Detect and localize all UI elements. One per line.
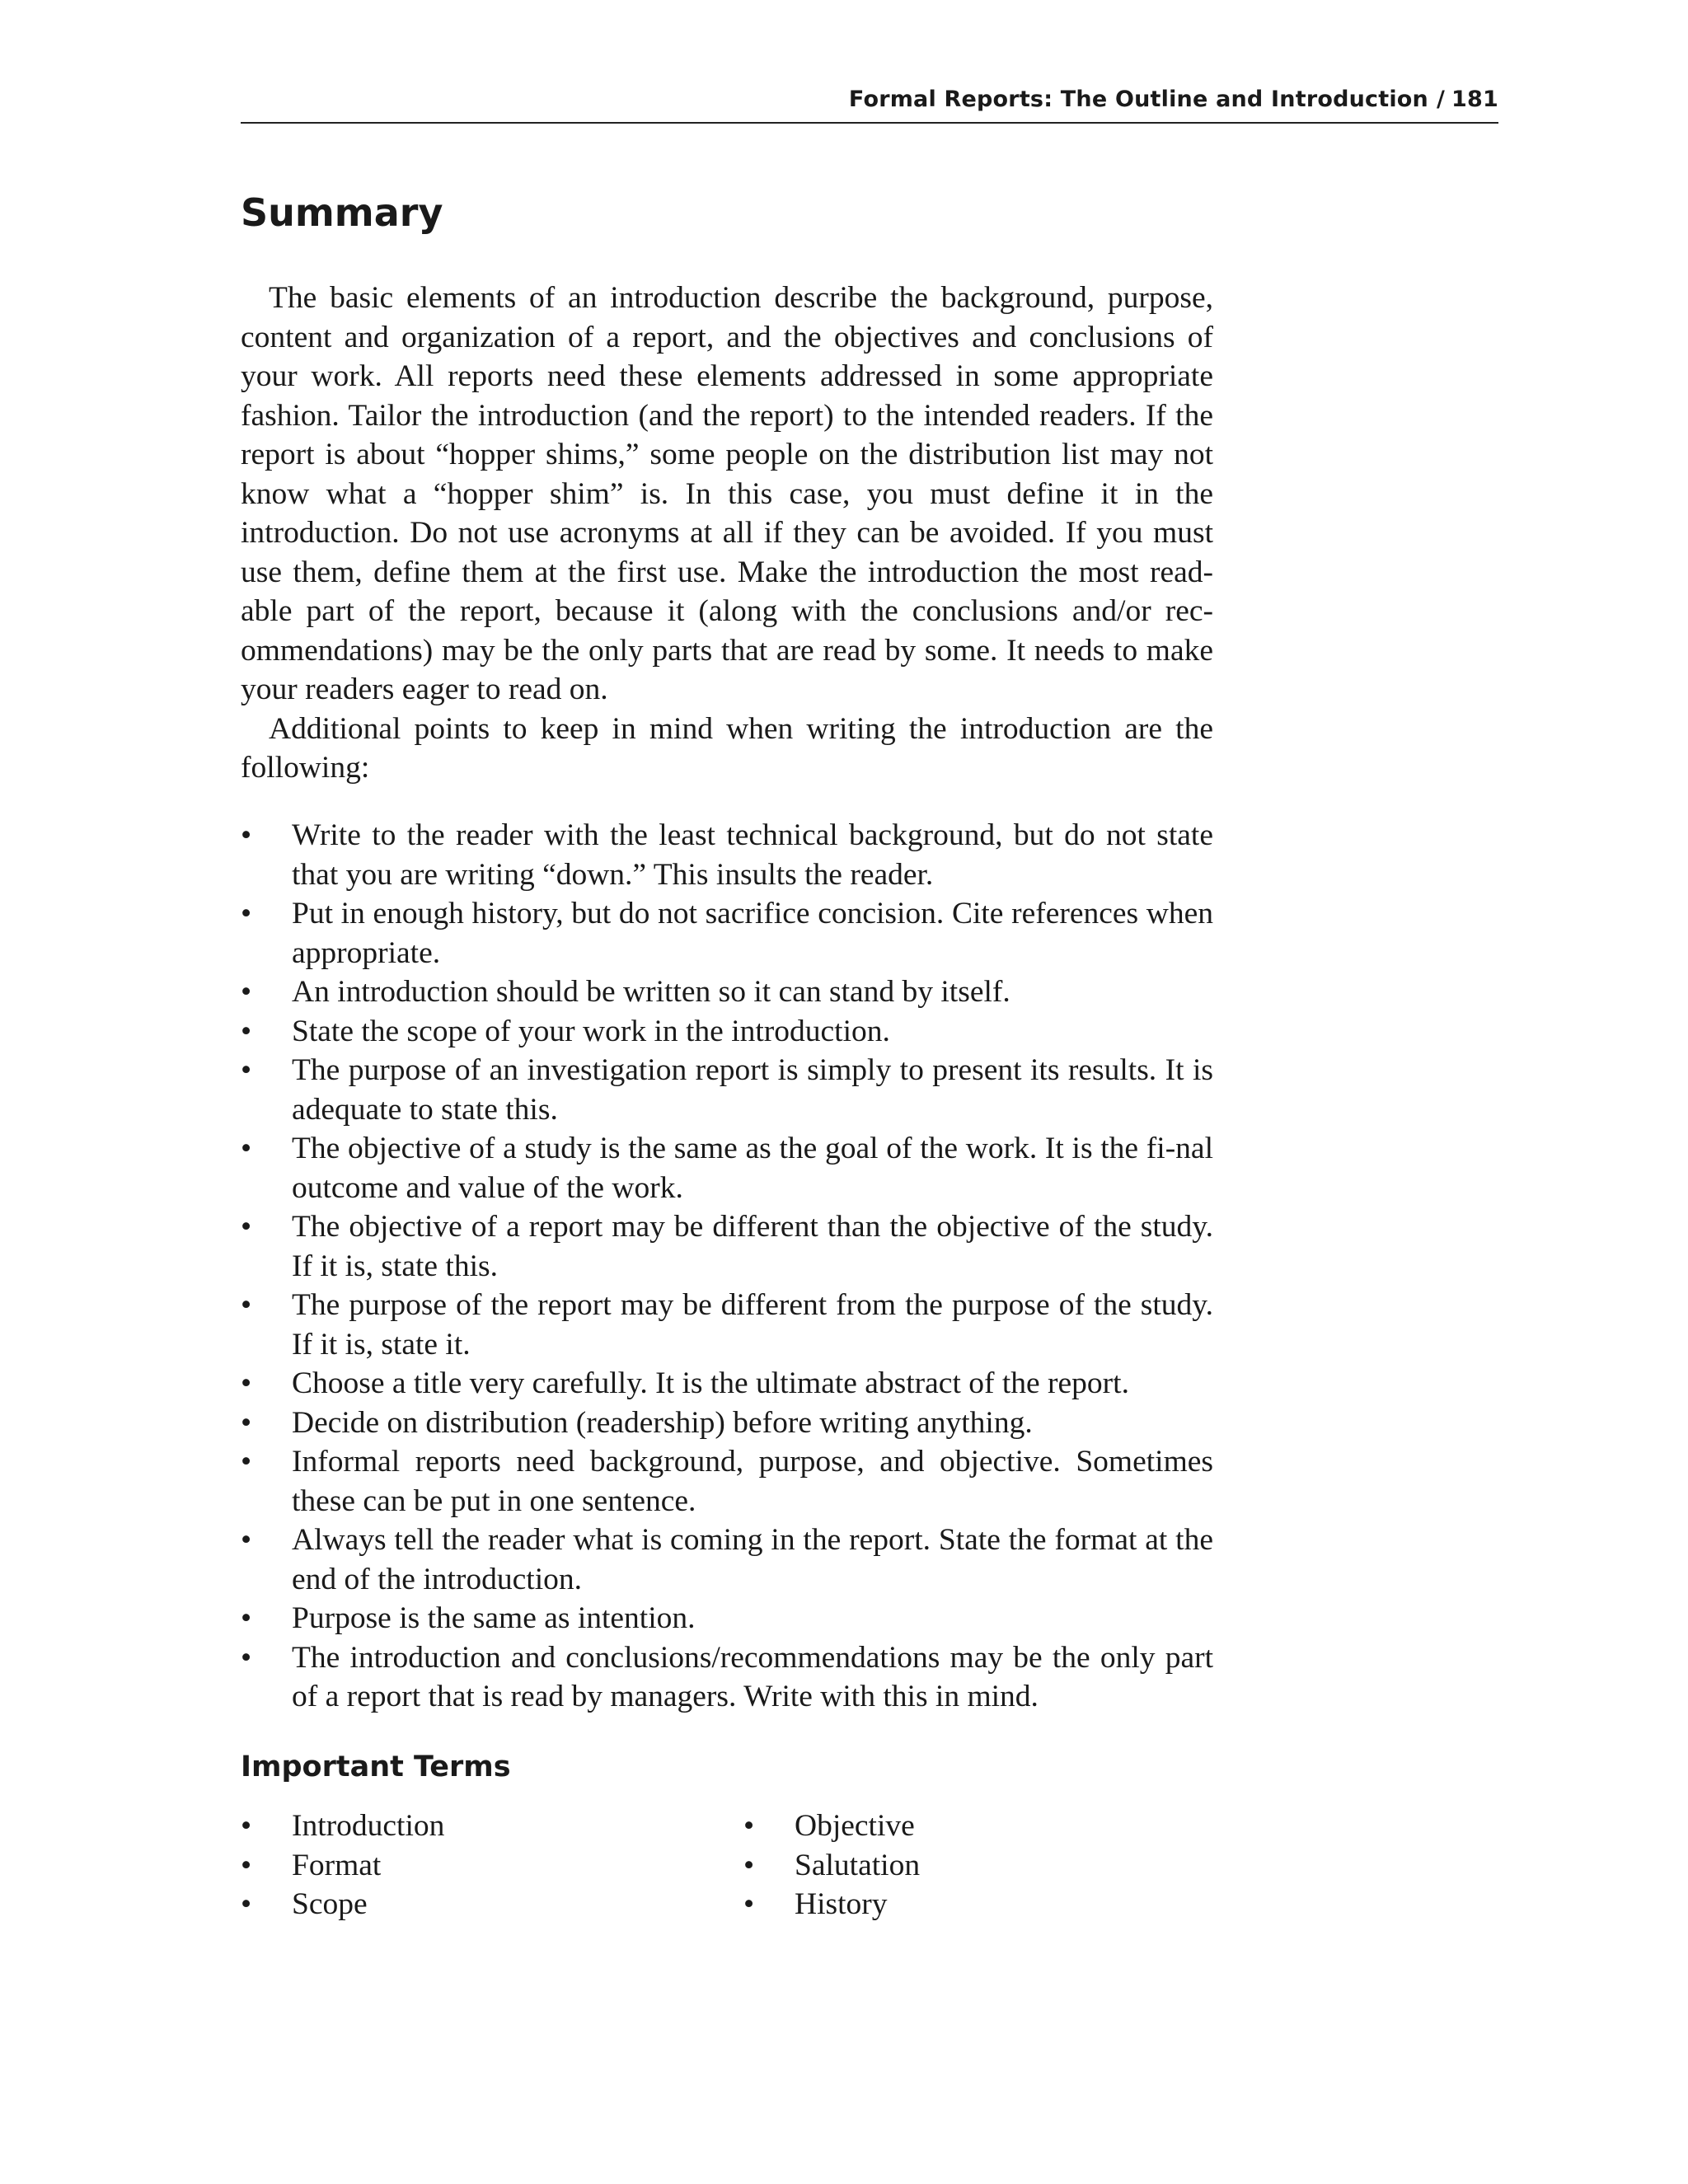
- list-item: [241, 1051, 1213, 1129]
- term-item: [743, 1807, 1205, 1846]
- term-text: Scope: [292, 1887, 368, 1921]
- list-item-text: Decide on distribution (readership) before writing anything.: [292, 1405, 1033, 1440]
- bullet-icon: •: [241, 1848, 252, 1882]
- bullet-icon: •: [241, 818, 252, 852]
- term-text: History: [795, 1887, 888, 1921]
- bullet-icon: •: [241, 975, 252, 1009]
- bullet-icon: •: [743, 1809, 755, 1843]
- term-item: [743, 1846, 1205, 1886]
- term-item: [743, 1885, 1205, 1924]
- summary-heading: Summary: [241, 190, 443, 235]
- list-item-text: An introduction should be written so it can stand by itself.: [292, 975, 1010, 1009]
- list-item-text: The objective of a study is the same as the goal of the work. It is the fi-nal outcome and value of the work.: [292, 1132, 1213, 1205]
- bullet-icon: •: [241, 1132, 252, 1165]
- list-item: [241, 1207, 1213, 1286]
- list-item-text: The purpose of an investigation report is simply to present its results. It is adequate to state this.: [292, 1053, 1213, 1127]
- list-item: [241, 1638, 1213, 1717]
- term-text: Introduction: [292, 1809, 445, 1843]
- list-item: [241, 1012, 1213, 1052]
- list-item: [241, 972, 1213, 1012]
- page-number: 181: [1451, 87, 1498, 112]
- list-item-text: The introduction and conclusions/recommendations may be the only part of a report that is read by managers. Write with this in mind.: [292, 1640, 1213, 1713]
- bullet-icon: •: [241, 1809, 252, 1843]
- header-separator: /: [1436, 87, 1446, 112]
- list-item-text: Choose a title very carefully. It is the ultimate abstract of the report.: [292, 1366, 1129, 1400]
- term-item: [241, 1846, 702, 1886]
- list-item-text: Informal reports need background, purpose, and objective. Sometimes these can be put in one sentence.: [292, 1445, 1213, 1518]
- list-item: [241, 1599, 1213, 1638]
- summary-body: [241, 279, 1213, 788]
- list-item-text: The purpose of the report may be different from the purpose of the study. If it is, state it.: [292, 1288, 1213, 1361]
- list-item: [241, 1129, 1213, 1207]
- term-text: Objective: [795, 1809, 915, 1843]
- list-item-text: The objective of a report may be different than the objective of the study. If it is, state this.: [292, 1210, 1213, 1283]
- bullet-icon: •: [241, 1640, 252, 1675]
- bullet-icon: •: [743, 1887, 755, 1921]
- running-title: Formal Reports: The Outline and Introduction: [848, 87, 1428, 112]
- list-item: [241, 1404, 1213, 1443]
- bullet-icon: •: [241, 1210, 252, 1244]
- list-item: [241, 816, 1213, 894]
- bullet-icon: •: [241, 1887, 252, 1921]
- term-item: [241, 1885, 702, 1924]
- bullet-icon: •: [241, 1405, 252, 1440]
- list-item: [241, 1286, 1213, 1364]
- list-item-text: Write to the reader with the least technical background, but do not state that you are writing “down.” This insults the reader.: [292, 818, 1213, 892]
- bullet-icon: •: [241, 1053, 252, 1087]
- bullet-icon: •: [241, 1601, 252, 1635]
- bullet-icon: •: [241, 1523, 252, 1557]
- list-item-text: Purpose is the same as intention.: [292, 1601, 696, 1635]
- bullet-icon: •: [241, 1445, 252, 1479]
- term-text: Salutation: [795, 1848, 921, 1882]
- term-item: [241, 1807, 702, 1846]
- important-terms-left-column: [241, 1807, 702, 1924]
- important-terms-heading: Important Terms: [241, 1750, 511, 1783]
- summary-paragraph: The basic elements of an introduction describe the background, purpose, content and organization of a report, and the objectives and conclusions of your work. All reports need these elements addressed in some appropriate fashion. Tailor the introduction (and the report) to the intended readers. If the report is about “hopper shims,” some people on the distribution list may not know what a “hopper shim” is. In this case, you must define it in the introduction. Do not use acronyms at all if they can be avoided. If you must use them, define them at the first use. Make the introduction the most read-able part of the report, because it (along with the conclusions and/or rec-ommendations) may be the only parts that are read by some. It needs to make your readers eager to read on.: [241, 281, 1213, 706]
- bullet-icon: •: [241, 1366, 252, 1400]
- running-header: [241, 82, 1498, 124]
- bullet-icon: •: [241, 897, 252, 930]
- term-text: Format: [292, 1848, 382, 1882]
- list-item: [241, 1442, 1213, 1521]
- important-terms-right-column: [743, 1807, 1205, 1924]
- list-item: [241, 1364, 1213, 1404]
- summary-bullet-list: [241, 816, 1213, 1717]
- list-item: [241, 894, 1213, 972]
- summary-paragraph: Additional points to keep in mind when writing the introduction are the following:: [241, 711, 1213, 785]
- list-item-text: Put in enough history, but do not sacrifice concision. Cite references when appropriate.: [292, 897, 1213, 970]
- list-item-text: Always tell the reader what is coming in the report. State the format at the end of the introduction.: [292, 1523, 1213, 1596]
- bullet-icon: •: [241, 1014, 252, 1048]
- list-item: [241, 1521, 1213, 1599]
- list-item-text: State the scope of your work in the introduction.: [292, 1014, 890, 1048]
- bullet-icon: •: [241, 1288, 252, 1322]
- bullet-icon: •: [743, 1848, 755, 1882]
